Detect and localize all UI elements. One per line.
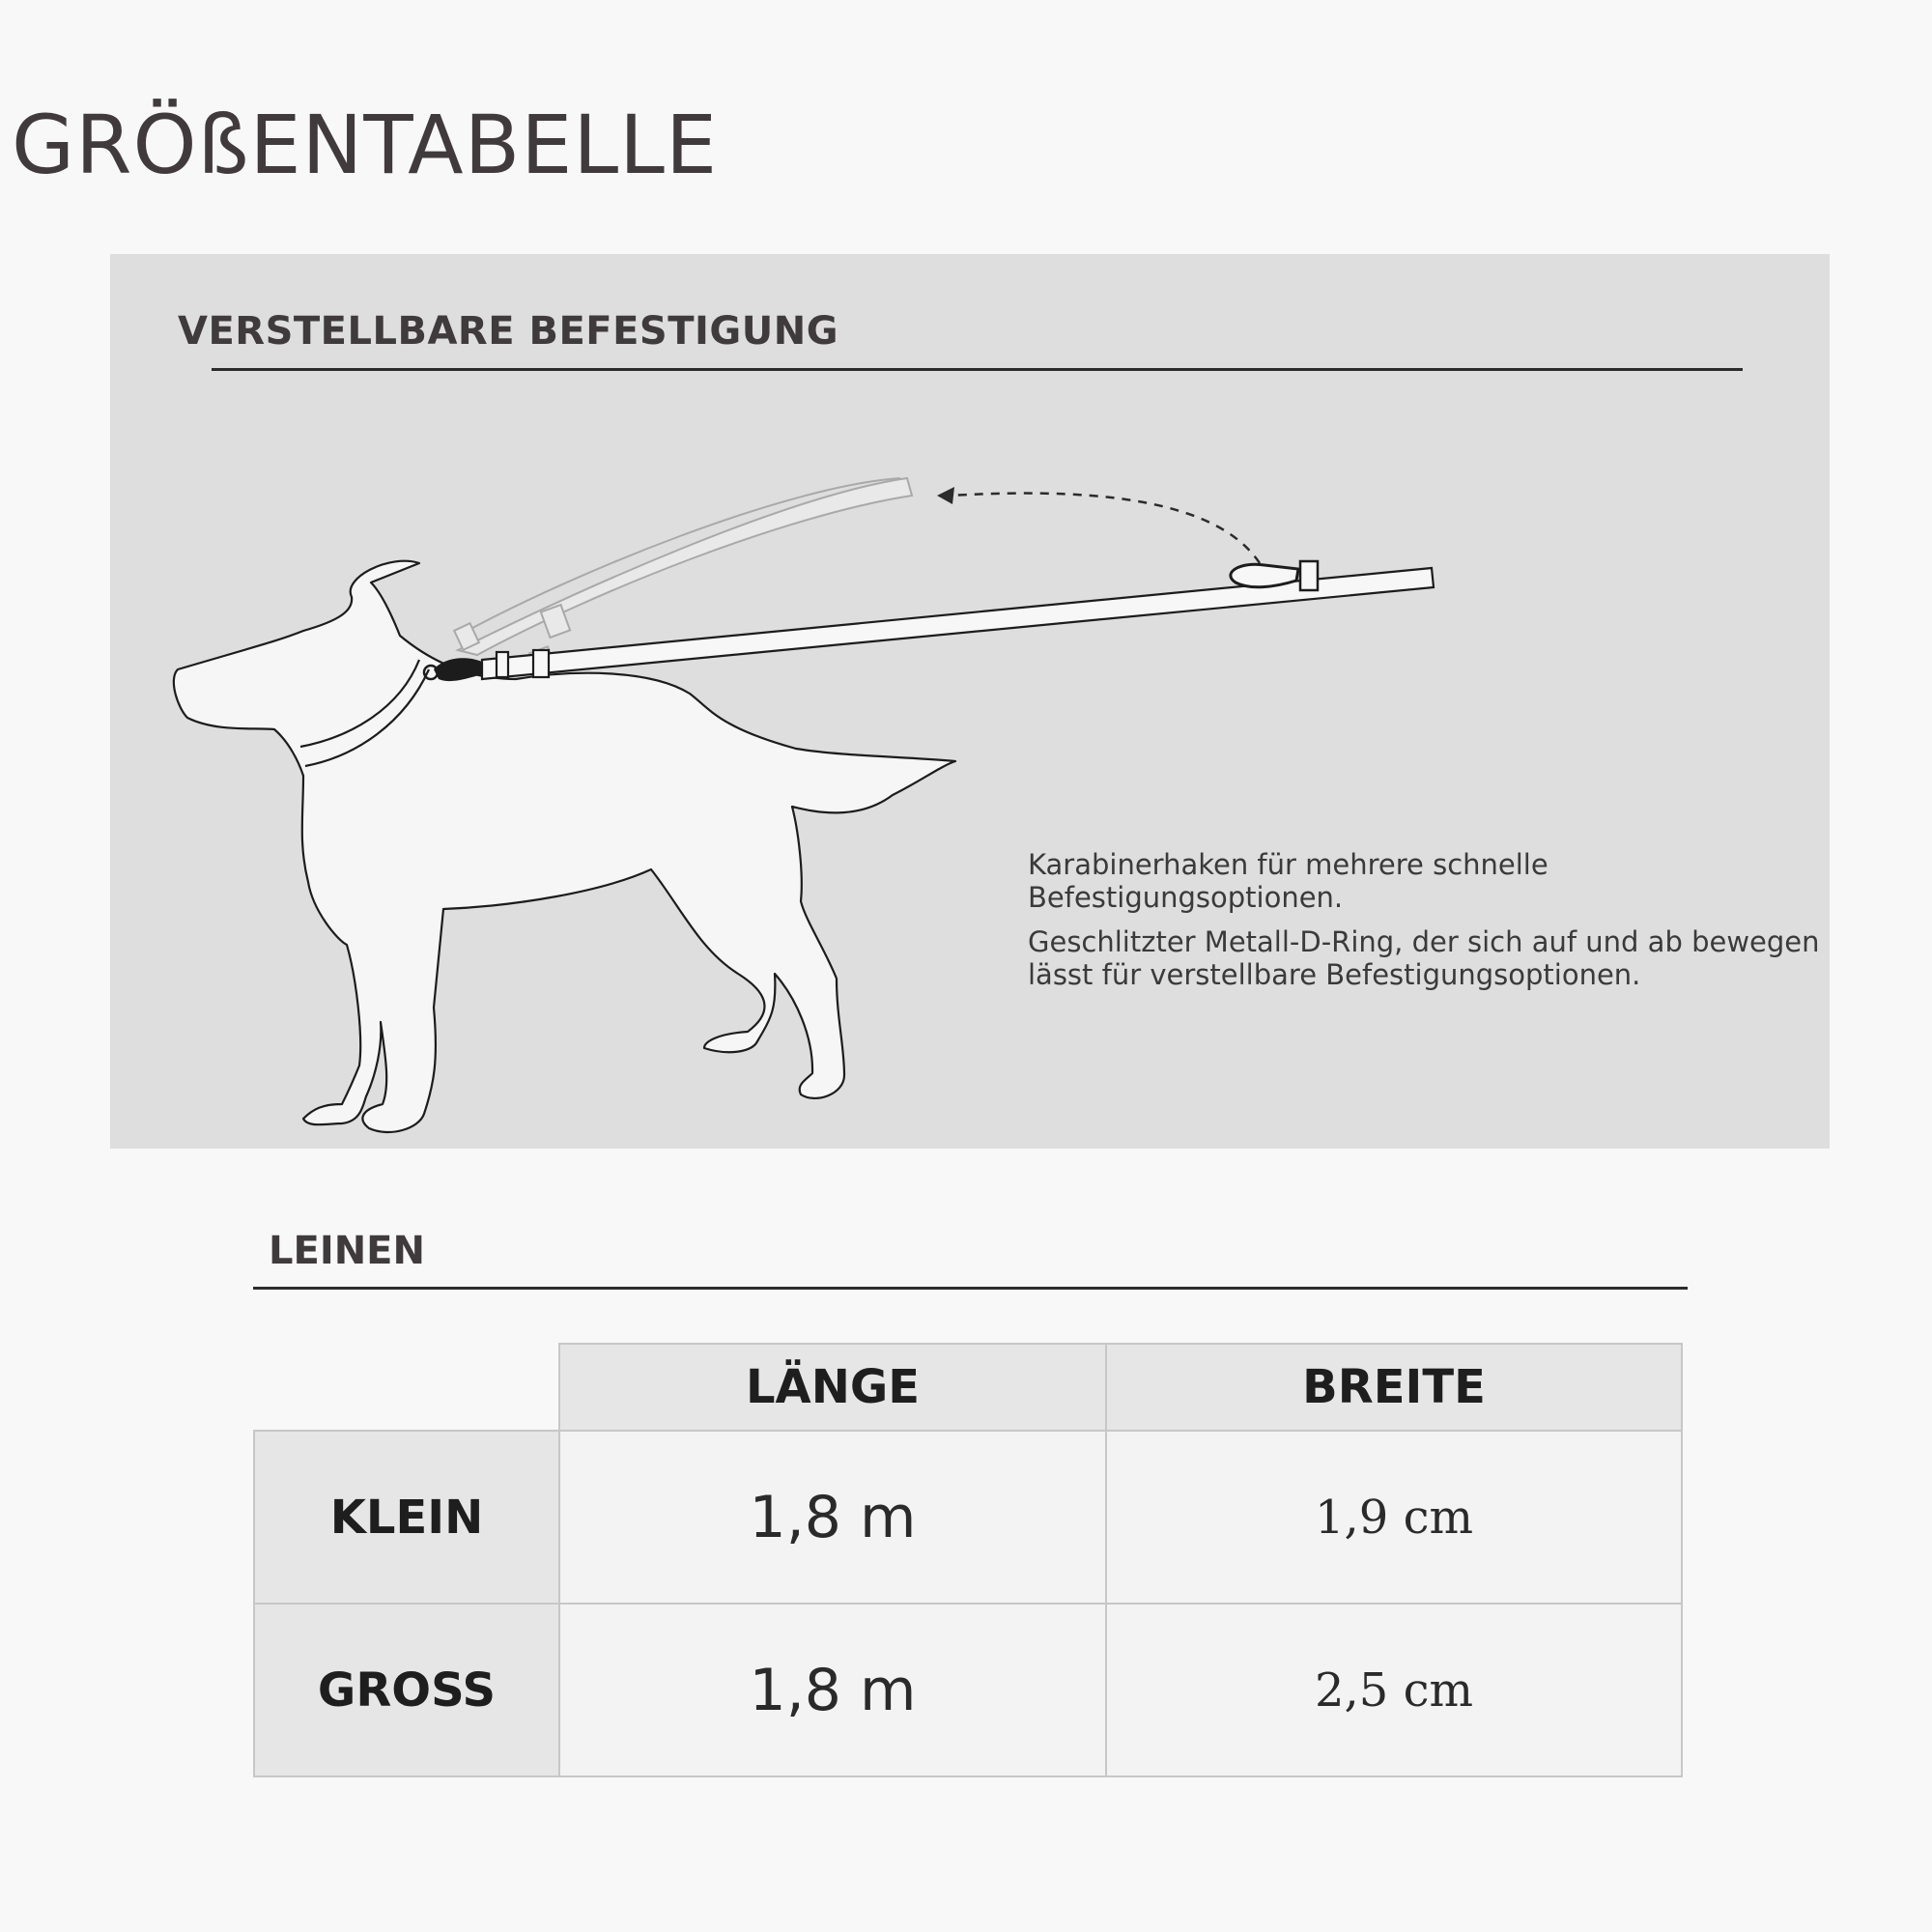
move-arrow bbox=[951, 494, 1260, 563]
row-header-large: GROSS bbox=[254, 1604, 559, 1776]
attachment-description bbox=[1028, 848, 1830, 1003]
description-line-2: Geschlitzter Metall-D-Ring, der sich auf und ab bewegen lässt für verstellbare Befestigungsoptionen. bbox=[1028, 925, 1820, 991]
table-corner-cell bbox=[254, 1344, 559, 1431]
attachment-heading: VERSTELLBARE BEFESTIGUNG bbox=[178, 309, 839, 354]
attachment-panel bbox=[110, 254, 1830, 1149]
dog-with-leash-illustration bbox=[110, 254, 1830, 1149]
carabiner-icon bbox=[1231, 564, 1298, 587]
page-title: GRÖßENTABELLE bbox=[12, 98, 719, 192]
arrow-head-icon bbox=[937, 487, 954, 504]
width-cell: 2,5 cm bbox=[1106, 1604, 1682, 1776]
table-header-row bbox=[254, 1344, 1682, 1431]
table-row bbox=[254, 1604, 1682, 1776]
length-cell: 1,8 m bbox=[559, 1604, 1106, 1776]
length-cell: 1,8 m bbox=[559, 1431, 1106, 1604]
row-header-small: KLEIN bbox=[254, 1431, 559, 1604]
width-cell: 1,9 cm bbox=[1106, 1431, 1682, 1604]
dog-icon bbox=[174, 561, 955, 1132]
leashes-heading: LEINEN bbox=[269, 1229, 425, 1273]
size-table bbox=[253, 1343, 1683, 1777]
leashes-heading-rule bbox=[253, 1287, 1688, 1290]
table-row bbox=[254, 1431, 1682, 1604]
description-line-1: Karabinerhaken für mehrere schnelle Befestigungsoptionen. bbox=[1028, 848, 1548, 914]
column-header-length: LÄNGE bbox=[559, 1344, 1106, 1431]
column-header-width: BREITE bbox=[1106, 1344, 1682, 1431]
